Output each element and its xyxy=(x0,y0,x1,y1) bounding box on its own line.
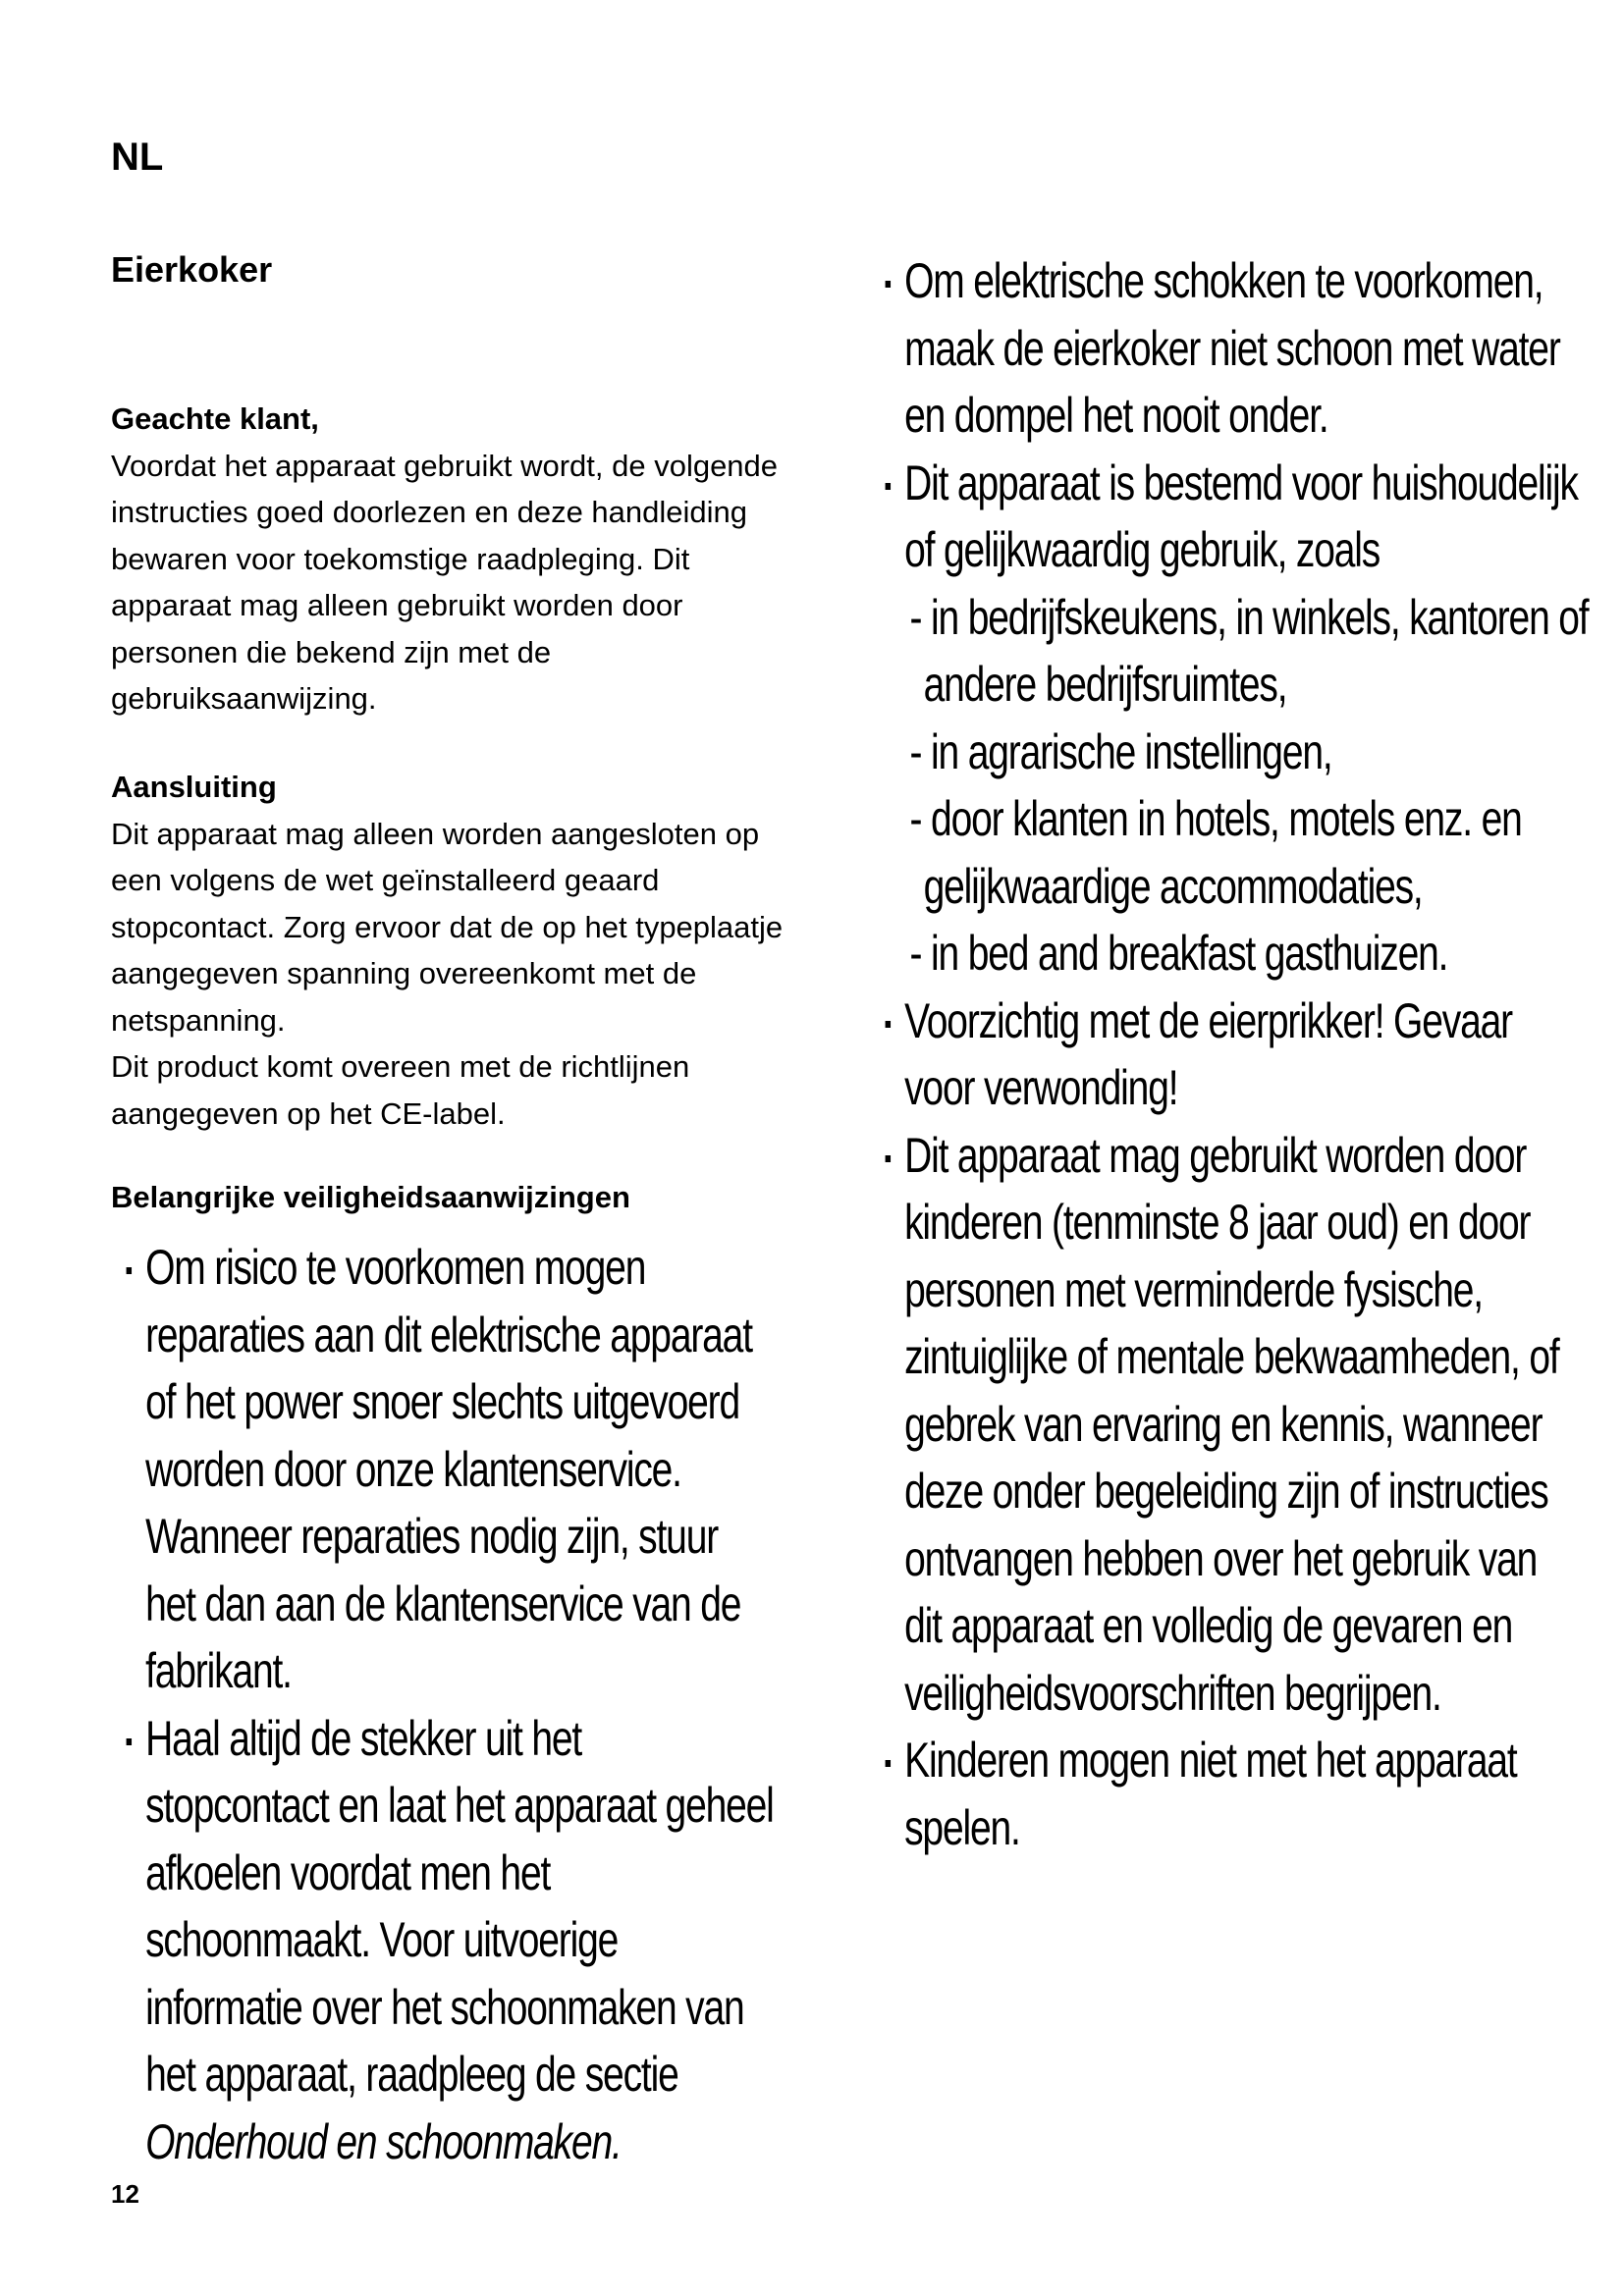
sub-list-item: - door klanten in hotels, motels enz. en gelijkwaardige accommodaties, xyxy=(909,791,1522,914)
safety-heading: Belangrijke veiligheidsaanwijzingen xyxy=(111,1180,630,1215)
sub-list-item: - in bedrijfskeukens, in winkels, kantoren of andere bedrijfsruimtes, xyxy=(909,589,1589,712)
intro-text: Voordat het apparaat gebruikt wordt, de volgende instructies goed doorlezen en deze handleiding bewaren voor toekomstige raadpleging. Dit apparaat mag alleen gebruikt worden door personen die bekend zijn met de gebruiksaanwijzing. xyxy=(111,448,779,717)
list-item: Voorzichtig met de eierprikker! Gevaar voor verwonding! xyxy=(870,988,1579,1122)
left-column xyxy=(111,247,798,1221)
connection-heading: Aansluiting xyxy=(111,769,277,804)
connection-text: Dit apparaat mag alleen worden aangesloten op een volgens de wet geïnstalleerd geaard stopcontact. Zorg ervoor dat de op het typeplaatje aangegeven spanning overeenkomt met de netspanning. xyxy=(111,816,784,1038)
list-item: Om elektrische schokken te voorkomen, maak de eierkoker niet schoon met water en dompel het nooit onder. xyxy=(870,247,1579,450)
list-item: Dit apparaat mag gebruikt worden door kinderen (tenminste 8 jaar oud) en door personen met verminderde fysische, zintuiglijke of mentale bekwaamheden, of gebrek van ervaring en kennis, wanneer deze onder begeleiding zijn of instructies ontvangen hebben over het gebruik van dit apparaat en volledig de gevaren en veiligheidsvoorschriften begrijpen. xyxy=(870,1122,1579,1728)
list-item: Kinderen mogen niet met het apparaat spelen. xyxy=(870,1727,1579,1861)
section-reference: Onderhoud en schoonmaken. xyxy=(145,2113,622,2169)
bullet-icon xyxy=(111,1234,145,1302)
bullet-icon xyxy=(870,450,904,517)
sub-list-item: - in agrarische instellingen, xyxy=(909,723,1332,779)
bullet-icon xyxy=(870,988,904,1055)
safety-list-right xyxy=(870,247,1589,1861)
sub-list-item: - in bed and breakfast gasthuizen. xyxy=(909,926,1448,981)
bullet-icon xyxy=(870,1122,904,1190)
language-code: NL xyxy=(111,135,164,179)
list-item: Om risico te voorkomen mogen reparaties aan dit elektrische apparaat of het power snoer slechts uitgevoerd worden door onze klantenservice. Wanneer reparaties nodig zijn, stuur het dan aan de klantenservice van de fabrikant. xyxy=(111,1234,774,1705)
list-item: Haal altijd de stekker uit het stopcontact en laat het apparaat geheel afkoelen voordat men het schoonmaakt. Voor uitvoerige informatie over het schoonmaken van het apparaat, raadpleeg de sectie Onderhoud en schoonmaken. xyxy=(111,1705,774,2176)
connection-ce-text: Dit product komt overeen met de richtlijnen aangegeven op het CE-label. xyxy=(111,1049,690,1131)
page-number: 12 xyxy=(111,2179,139,2209)
bullet-icon xyxy=(870,1727,904,1794)
intro-heading: Geachte klant, xyxy=(111,400,319,436)
bullet-icon xyxy=(870,247,904,315)
page-title: Eierkoker xyxy=(111,249,273,290)
list-item: Dit apparaat is bestemd voor huishoudelijk of gelijkwaardig gebruik, zoals xyxy=(870,450,1579,584)
safety-list-left xyxy=(111,1234,798,2175)
bullet-icon xyxy=(111,1705,145,1773)
